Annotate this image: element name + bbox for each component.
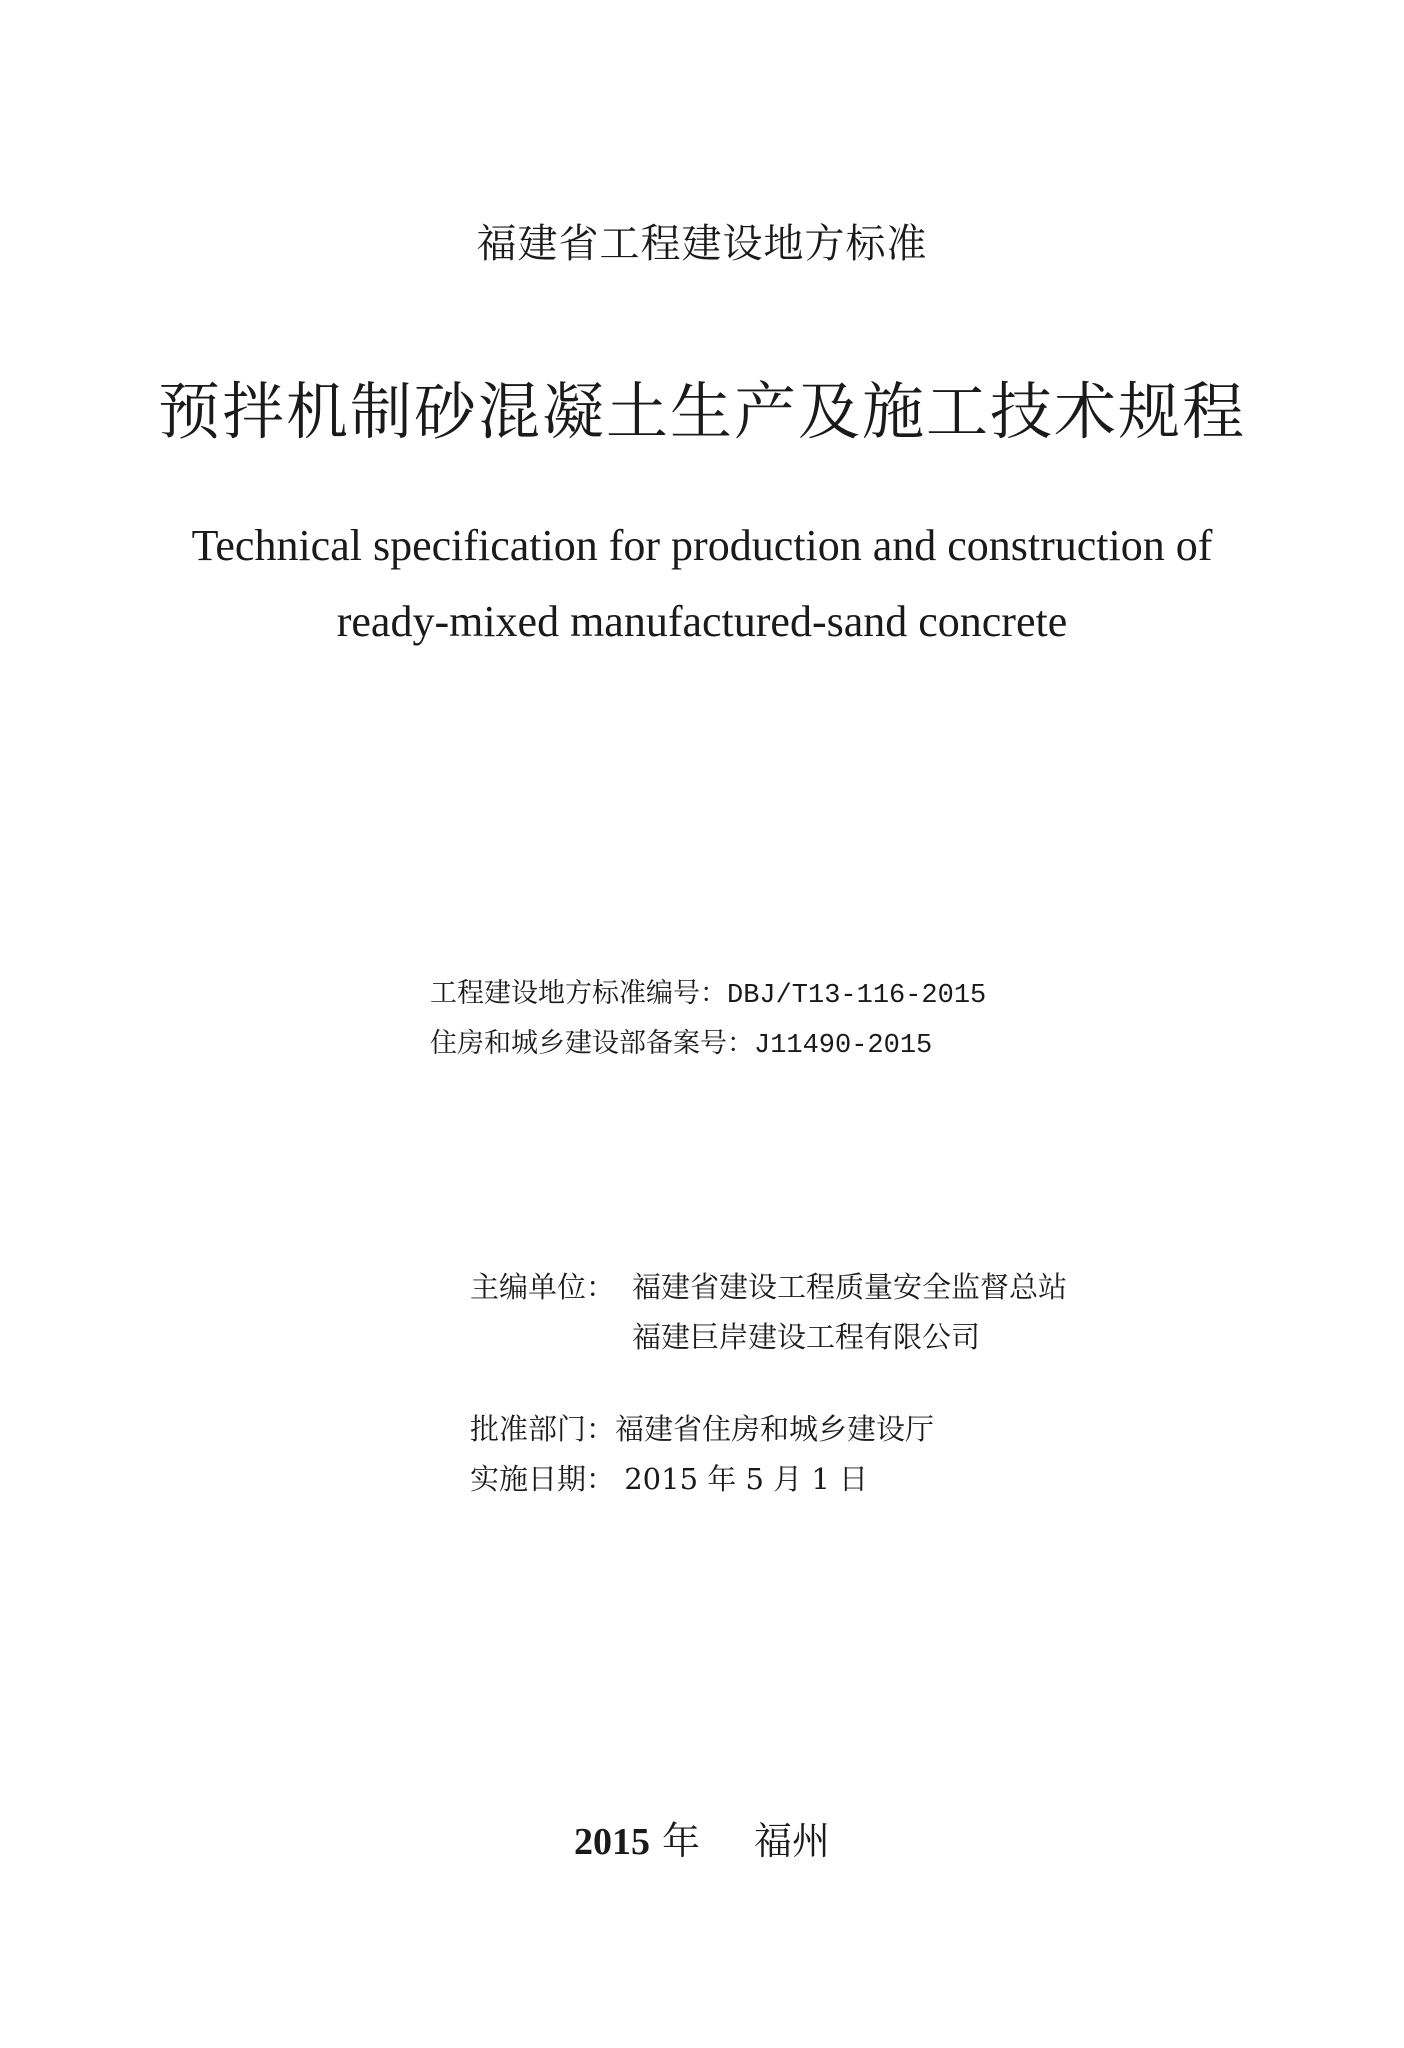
record-number-value: J11490-2015 [754, 1031, 933, 1061]
editor-unit-2: 福建巨岸建设工程有限公司 [632, 1320, 981, 1354]
chief-editor-units [470, 1262, 1067, 1362]
approval-department-row [470, 1404, 934, 1454]
implementation-date-label: 实施日期： [470, 1462, 616, 1496]
record-number-label: 住房和城乡建设部备案号： [430, 1028, 754, 1059]
editor-unit-row [470, 1312, 1067, 1362]
approval-department-value: 福建省住房和城乡建设厅 [615, 1412, 935, 1446]
document-title-english-line2: ready-mixed manufactured-sand concrete [336, 597, 1068, 646]
publication-year: 2015 [573, 1821, 650, 1863]
document-title-chinese: 预拌机制砂混凝土生产及施工技术规程 [157, 375, 1246, 448]
editor-unit-row [470, 1262, 1067, 1312]
standard-codes [430, 970, 986, 1070]
editor-units-label: 主编单位： [470, 1270, 616, 1304]
record-number-line [430, 1020, 986, 1070]
editor-unit-1: 福建省建设工程质量安全监督总站 [632, 1270, 1068, 1304]
standard-number-value: DBJ/T13-116-2015 [727, 981, 987, 1011]
implementation-date-value: 2015 年 5 月 1 日 [624, 1462, 869, 1496]
standard-number-label: 工程建设地方标准编号： [430, 978, 727, 1009]
standard-number-line [430, 970, 986, 1020]
approval-department-label: 批准部门： [470, 1412, 616, 1446]
publication-year-suffix: 年 [662, 1819, 701, 1863]
publication-city: 福州 [754, 1819, 831, 1863]
publication-footer [0, 1810, 1404, 1865]
approval-info [470, 1404, 934, 1504]
implementation-date-row [470, 1454, 934, 1504]
document-title-english-line1: Technical specification for production and construction of [191, 521, 1213, 570]
standard-series-title: 福建省工程建设地方标准 [476, 221, 928, 267]
